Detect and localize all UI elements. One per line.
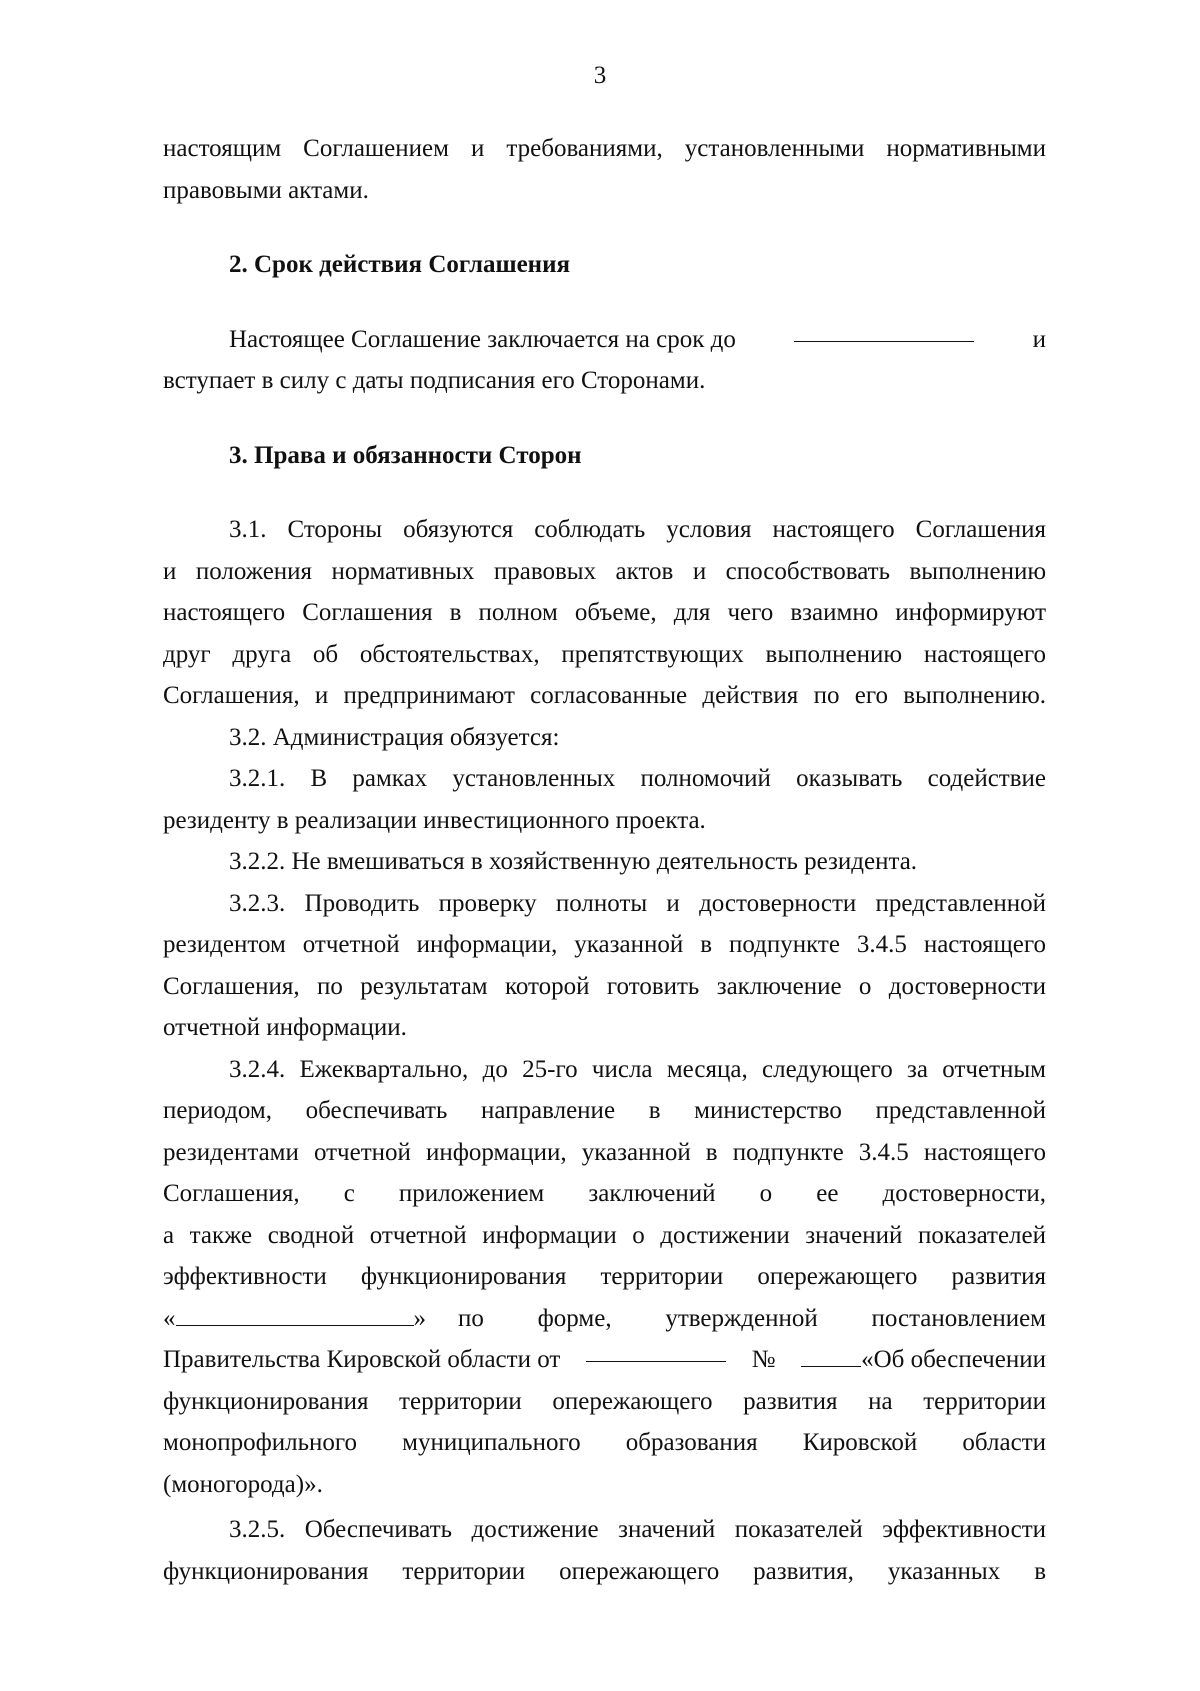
clause-line: функционирования территории опережающего развития на территории [163,1387,1046,1415]
clause-line: и положения нормативных правовых актов и способствовать выполнению [163,557,1046,585]
clause-line: резидентами отчетной информации, указанной в подпункте 3.4.5 настоящего [163,1138,1046,1166]
clause-line: периодом, обеспечивать направление в министерство представленной [163,1097,1046,1124]
clause-line: 3.2.4. Ежеквартально, до 25-го числа месяца, следующего за отчетным [229,1055,1046,1083]
clause-line: Соглашения, по результатам которой готовить заключение о достоверности [163,972,1046,1000]
clause-line: резидентом отчетной информации, указанной в подпункте 3.4.5 настоящего [163,931,1046,958]
term-and: и [1032,325,1046,353]
intro-line: настоящим Соглашением и требованиями, установленными нормативными [163,135,1046,162]
quote-line [163,1298,1046,1340]
number-field: «Об обеспечении [801,1339,1046,1381]
term-line: вступает в силу с даты подписания его Сторонами. [163,367,706,394]
section-heading: 3. Права и обязанности Сторон [229,441,582,469]
clause-line: монопрофильного муниципального образования Кировской области [163,1429,1046,1456]
term-line [163,319,1046,361]
form-text: по форме, утвержденной постановлением [458,1304,1046,1332]
clause-line: резиденту в реализации инвестиционного проекта. [163,806,706,834]
page-number: 3 [593,62,607,89]
clause-line: друг друга об обстоятельствах, препятствующих выполнению настоящего [163,640,1046,668]
quote-block: « » [163,1304,426,1332]
number-blank [801,1344,861,1367]
clause-line: Соглашения, с приложением заключений о ее достоверности, [163,1180,1046,1207]
clause-line: (моногорода)». [163,1470,323,1498]
gov-text: Правительства Кировской области от [163,1346,561,1373]
clause-line: 3.2.5. Обеспечивать достижение значений показателей эффективности [229,1516,1046,1543]
intro-line: правовыми актами. [163,176,369,204]
clause-line: 3.2.2. Не вмешиваться в хозяйственную деятельность резидента. [229,848,918,875]
clause-line: 3.1. Стороны обязуются соблюдать условия настоящего Соглашения [229,516,1046,543]
clause-line: настоящего Соглашения в полном объеме, для чего взаимно информируют [163,599,1046,626]
clause-line: отчетной информации. [163,1014,407,1041]
clause-line: Соглашения, и предпринимают согласованные действия по его выполнению. [163,682,1046,709]
date-blank [586,1339,726,1362]
clause-line: 3.2.1. В рамках установленных полномочий оказывать содействие [229,765,1046,792]
name-blank [176,1303,414,1326]
gov-line [163,1339,1046,1381]
clause-line: 3.2. Администрация обязуется: [229,723,560,751]
clause-line: эффективности функционирования территории опережающего развития [163,1263,1046,1290]
clause-line: а также сводной отчетной информации о достижении значений показателей [163,1221,1046,1249]
clause-line: 3.2.3. Проводить проверку полноты и достоверности представленной [229,889,1046,917]
section-heading: 2. Срок действия Соглашения [229,251,571,278]
clause-line: функционирования территории опережающего развития, указанных в [163,1557,1046,1585]
date-blank [794,319,974,342]
document-body [163,128,1046,1592]
number-sign: № [751,1346,776,1373]
term-text: Настоящее Соглашение заключается на срок до [229,325,736,353]
